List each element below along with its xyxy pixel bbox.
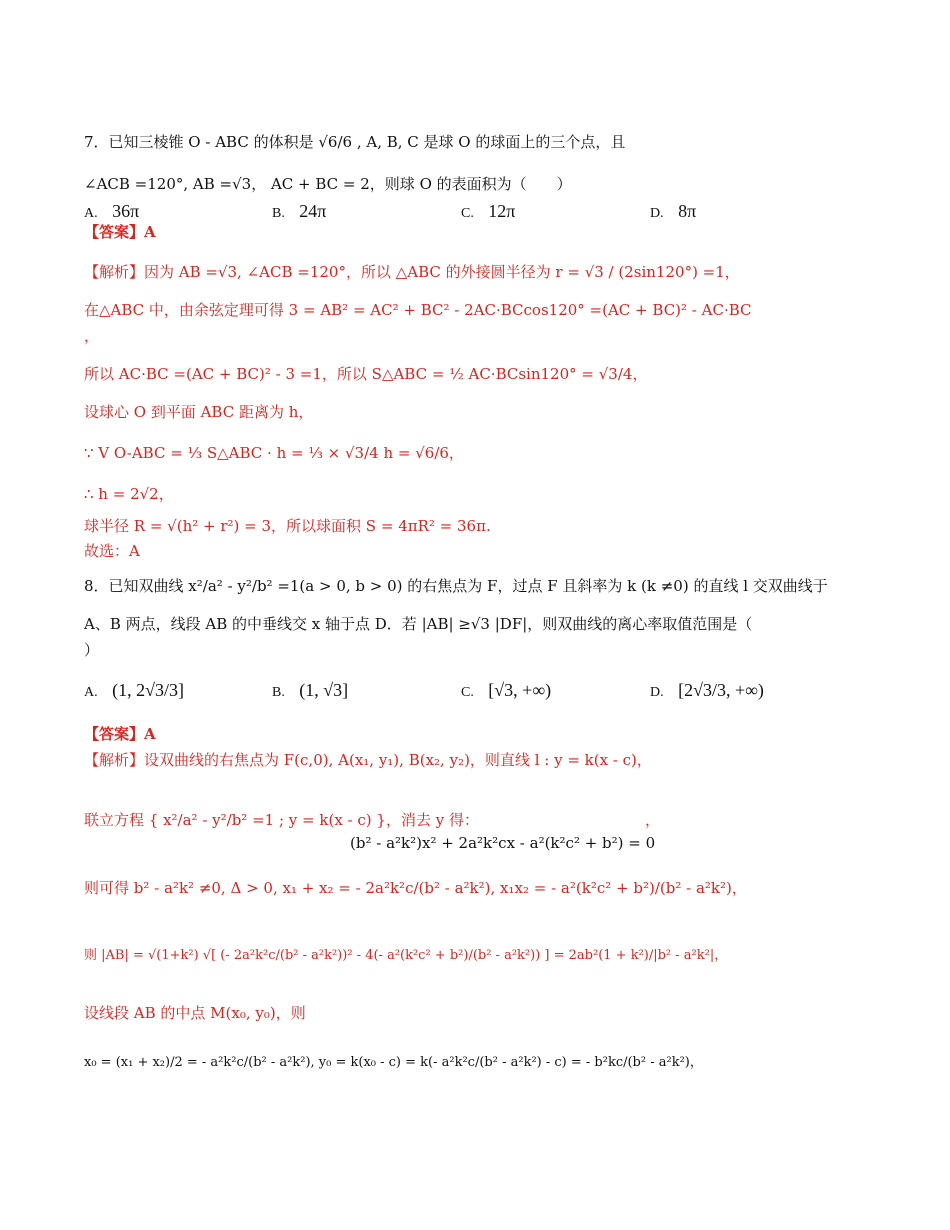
q7-option-a xyxy=(84,201,139,222)
q8-analysis-line-5: 则可得 b² - a²k² ≠0, Δ > 0, x₁ + x₂ = - 2a²k²c/(b² - a²k²), x₁x₂ = - a²(k²c² + b²)/(b² - a²k²)， xyxy=(84,879,747,897)
option-label: A. xyxy=(84,206,98,221)
q8-option-c xyxy=(461,680,551,701)
q8-analysis-line-1: 【解析】设双曲线的右焦点为 F(c,0), A(x₁, y₁), B(x₂, y₂)，则直线 l : y = k(x - c)， xyxy=(84,751,652,769)
q8-stem-line-2: A、B 两点，线段 AB 的中垂线交 x 轴于点 D．若 |AB| ≥√3 |DF|，则双曲线的离心率取值范围是（ xyxy=(84,615,753,633)
q7-analysis-line-4: 所以 AC·BC =(AC + BC)² - 3 =1，所以 S△ABC = ½ AC·BCsin120° = √3/4， xyxy=(84,365,648,383)
option-label: D. xyxy=(650,685,664,700)
q7-analysis-line-5: 设球心 O 到平面 ABC 距离为 h， xyxy=(84,403,314,421)
option-value: 12π xyxy=(488,201,516,221)
q8-analysis-line-6: 则 |AB| = √(1+k²) √[ (- 2a²k²c/(b² - a²k²))² - 4(- a²(k²c² + b²)/(b² - a²k²)) ] = 2ab²(1 + k²)/|b² - a²k²|， xyxy=(84,948,728,963)
q8-option-d xyxy=(650,680,764,701)
option-value: 8π xyxy=(678,201,697,221)
option-label: C. xyxy=(461,206,474,221)
q7-analysis-line-3: ， xyxy=(84,327,100,345)
q7-analysis-line-6: ∵ V O-ABC = ⅓ S△ABC · h = ⅓ × √3/4 h = √6/6， xyxy=(84,444,464,462)
option-value: [2√3/3, +∞) xyxy=(678,680,764,700)
q8-analysis-line-2: 联立方程 { x²/a² - y²/b² =1 ; y = k(x - c) }，消去 y 得： xyxy=(84,811,479,829)
q7-analysis-line-2: 在△ABC 中，由余弦定理可得 3 = AB² = AC² + BC² - 2AC·BCcos120° =(AC + BC)² - AC·BC xyxy=(84,301,752,319)
q8-analysis-line-4: ， xyxy=(645,811,661,829)
option-label: A. xyxy=(84,685,98,700)
option-value: [√3, +∞) xyxy=(488,680,552,700)
q7-option-b xyxy=(272,201,326,222)
q7-answer: 【答案】A xyxy=(84,223,156,241)
option-value: 24π xyxy=(299,201,327,221)
q7-stem-line-1: 7．已知三棱锥 O - ABC 的体积是 √6/6 , A, B, C 是球 O 的球面上的三个点，且 xyxy=(84,133,626,151)
q8-option-b xyxy=(272,680,348,701)
q8-answer: 【答案】A xyxy=(84,725,156,743)
q7-analysis-line-8: 球半径 R = √(h² + r²) = 3，所以球面积 S = 4πR² = 36π. xyxy=(84,517,491,535)
q7-option-d xyxy=(650,201,696,222)
option-label: B. xyxy=(272,206,285,221)
q7-analysis-line-7: ∴ h = 2√2， xyxy=(84,485,174,503)
option-value: (1, √3] xyxy=(299,680,349,700)
q8-stem-line-1: 8．已知双曲线 x²/a² - y²/b² =1(a > 0, b > 0) 的右焦点为 F，过点 F 且斜率为 k (k ≠0) 的直线 l 交双曲线于 xyxy=(84,577,828,595)
q8-option-a xyxy=(84,680,184,701)
option-label: B. xyxy=(272,685,285,700)
q7-option-c xyxy=(461,201,515,222)
option-label: C. xyxy=(461,685,474,700)
option-label: D. xyxy=(650,206,664,221)
q8-analysis-line-3: (b² - a²k²)x² + 2a²k²cx - a²(k²c² + b²) = 0 xyxy=(350,834,656,852)
q7-stem-line-2: ∠ACB =120°, AB =√3， AC + BC = 2，则球 O 的表面积为（ ） xyxy=(84,175,572,193)
q7-analysis-line-1: 【解析】因为 AB =√3, ∠ACB =120°，所以 △ABC 的外接圆半径为 r = √3 / (2sin120°) =1， xyxy=(84,263,740,281)
q7-analysis-line-9: 故选：A xyxy=(84,542,140,560)
option-value: (1, 2√3/3] xyxy=(112,680,184,700)
q8-analysis-line-8: x₀ = (x₁ + x₂)/2 = - a²k²c/(b² - a²k²), y₀ = k(x₀ - c) = k(- a²k²c/(b² - a²k²) - c) = - b²kc/(b² - a²k²)， xyxy=(84,1055,703,1070)
option-value: 36π xyxy=(112,201,140,221)
q8-stem-line-3: ） xyxy=(84,641,100,659)
q8-analysis-line-7: 设线段 AB 的中点 M(x₀, y₀)，则 xyxy=(84,1004,306,1022)
